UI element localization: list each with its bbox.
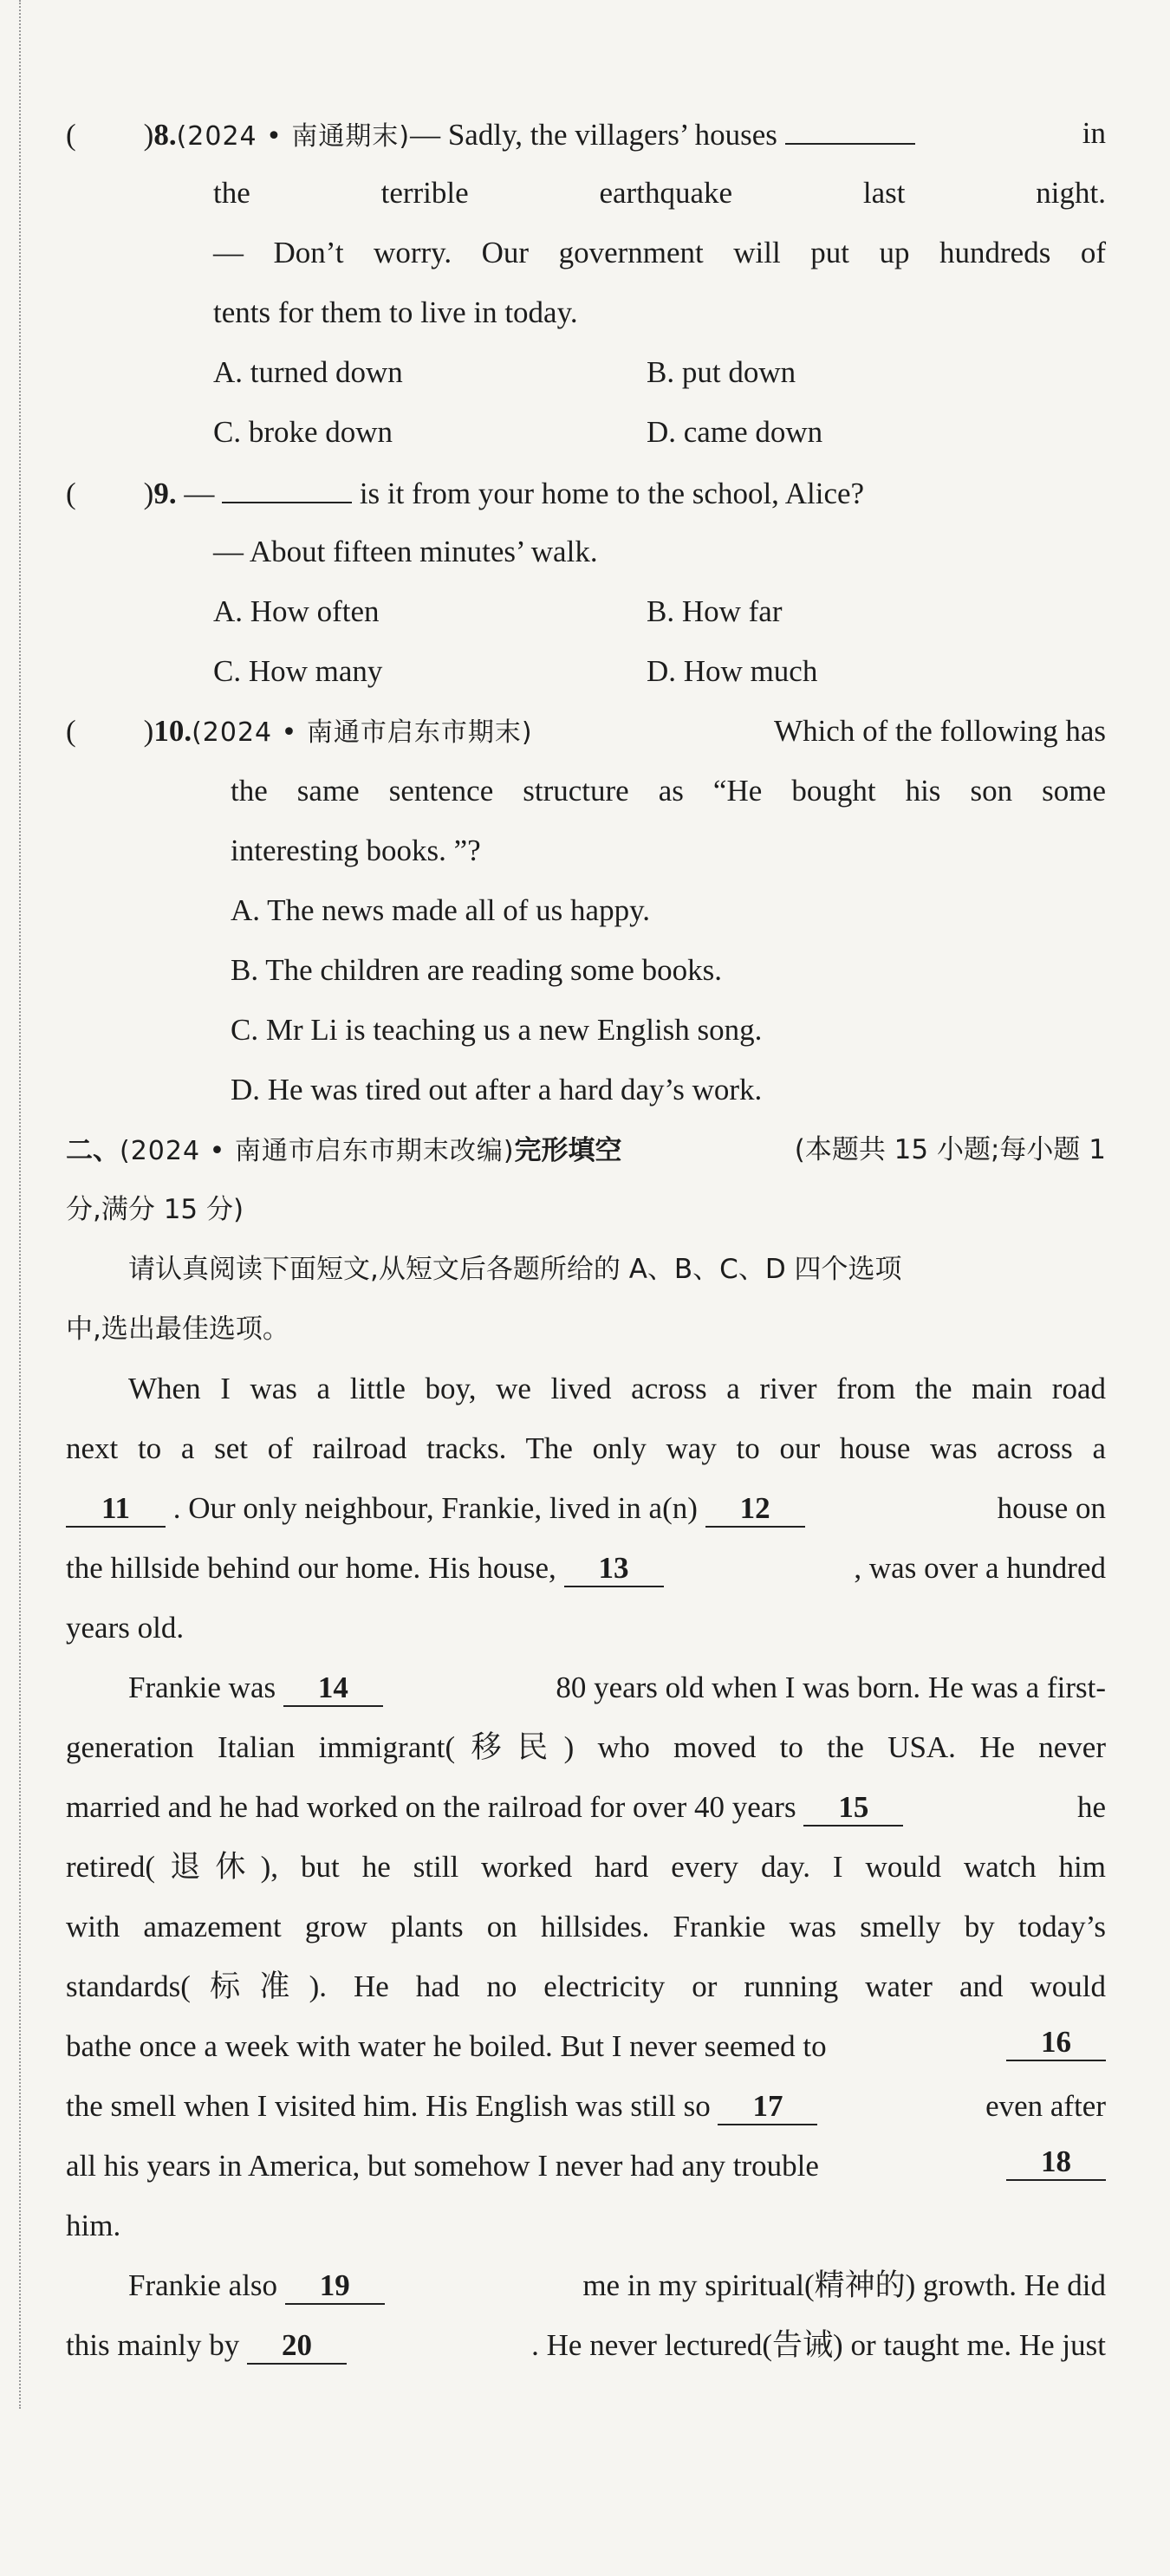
passage-p2-line-9: all his years in America, but somehow I never had any trouble 18 <box>66 2145 1106 2188</box>
passage-p1-line-2: next to a set of railroad tracks. The only way to our house was across a <box>66 1431 1106 1465</box>
blank-18[interactable]: 18 <box>1006 2145 1106 2181</box>
passage-p1-line-5: years old. <box>66 1611 185 1645</box>
q10-line-1: ( )10.(2024 • 南通市启东市期末) Which of the following has <box>66 710 1106 753</box>
q8-line-2: the terrible earthquake last night. <box>213 176 1106 210</box>
q8-text-a: — Sadly, the villagers’ houses <box>410 118 777 152</box>
passage-p1-line-4: the hillside behind our home. His house, 13 , was over a hundred <box>66 1547 1106 1590</box>
blank-14[interactable]: 14 <box>283 1671 383 1707</box>
passage-p2-line-6: standards(标准). He had no electricity or running water and would <box>66 1969 1106 2003</box>
section2-instruction-1: 请认真阅读下面短文,从短文后各题所给的 A、B、C、D 四个选项 <box>128 1254 902 1285</box>
passage-p2-line-10: him. <box>66 2209 121 2242</box>
blank-19[interactable]: 19 <box>285 2268 385 2305</box>
passage-p2-line-5: with amazement grow plants on hillsides. Frankie was smelly by today’s <box>66 1910 1106 1943</box>
q10-option-a[interactable]: A. The news made all of us happy. <box>231 893 651 927</box>
section2-source: (2024 • 南通市启东市期末改编) <box>120 1136 515 1166</box>
passage-p3-line-1: Frankie also 19 me in my spiritual(精神的) growth. He did <box>128 2264 1106 2307</box>
section2-title: 完形填空 <box>514 1135 622 1166</box>
blank-12[interactable]: 12 <box>705 1491 805 1528</box>
blank-16[interactable]: 16 <box>1006 2025 1106 2061</box>
section2-desc-1: (本题共 15 小题;每小题 1 <box>794 1134 1106 1165</box>
q9-option-a[interactable]: A. How often <box>213 594 380 628</box>
passage-p1-line-1: When I was a little boy, we lived across a river from the main road <box>128 1372 1106 1405</box>
passage-p2-line-8: the smell when I visited him. His English was still so 17 even after <box>66 2085 1106 2128</box>
passage-p2-line-3: married and he had worked on the railroad for over 40 years 15 he <box>66 1786 1106 1829</box>
q10-number: 10. <box>153 714 192 748</box>
blank-11[interactable]: 11 <box>66 1491 166 1528</box>
q8-option-c[interactable]: C. broke down <box>213 415 393 449</box>
q10-option-b[interactable]: B. The children are reading some books. <box>231 953 722 987</box>
q9-line-1: ( )9. — is it from your home to the school, Alice? <box>66 470 1106 514</box>
q8-option-a[interactable]: A. turned down <box>213 355 403 389</box>
q8-line-4: tents for them to live in today. <box>213 295 578 329</box>
q8-option-b[interactable]: B. put down <box>647 355 796 389</box>
q8-blank <box>785 112 915 145</box>
section2-desc-2: 分,满分 15 分) <box>66 1194 244 1225</box>
q8-line-3: — Don’t worry. Our government will put up hundreds of <box>213 236 1106 269</box>
q8-answer-paren-left[interactable]: ( <box>66 118 76 152</box>
q10-source: (2024 • 南通市启东市期末) <box>192 717 533 748</box>
passage-p2-line-1: Frankie was 14 80 years old when I was born. He was a first- <box>128 1666 1106 1710</box>
q10-text: Which of the following has <box>774 714 1106 748</box>
q10-line-3: interesting books. ”? <box>231 834 481 867</box>
q9-answer-paren-left[interactable]: ( <box>66 477 76 510</box>
q9-text: is it from your home to the school, Alice? <box>359 477 865 510</box>
passage-p3-line-2: this mainly by 20 . He never lectured(告诫) or taught me. He just <box>66 2324 1106 2367</box>
q8-option-d[interactable]: D. came down <box>647 415 823 449</box>
q9-number: 9. <box>153 477 177 510</box>
q10-answer-paren-left[interactable]: ( <box>66 714 76 748</box>
q8-text-b: in <box>1082 116 1106 150</box>
section2-instruction-2: 中,选出最佳选项。 <box>66 1314 289 1345</box>
q9-blank <box>222 470 352 503</box>
passage-p2-line-4: retired(退休), but he still worked hard every day. I would watch him <box>66 1850 1106 1884</box>
q9-option-c[interactable]: C. How many <box>213 654 383 688</box>
blank-15[interactable]: 15 <box>803 1790 903 1827</box>
binding-margin-line <box>19 0 21 2409</box>
passage-p2-line-7: bathe once a week with water he boiled. But I never seemed to 16 <box>66 2025 1106 2068</box>
q8-line-1: ( )8.(2024 • 南通期末)— Sadly, the villagers’ houses in <box>66 112 1106 155</box>
q10-option-c[interactable]: C. Mr Li is teaching us a new English song. <box>231 1013 763 1047</box>
q10-line-2: the same sentence structure as “He bought his son some <box>231 774 1106 808</box>
q8-source: (2024 • 南通期末) <box>176 121 411 152</box>
q9-option-b[interactable]: B. How far <box>647 594 783 628</box>
passage-p1-line-3: 11 . Our only neighbour, Frankie, lived in a(n) 12 house on <box>66 1487 1106 1530</box>
section2-heading: 二、(2024 • 南通市启东市期末改编)完形填空 (本题共 15 小题;每小题 1 <box>66 1128 1106 1171</box>
blank-17[interactable]: 17 <box>718 2089 817 2125</box>
passage-p2-line-2: generation Italian immigrant(移民) who moved to the USA. He never <box>66 1730 1106 1764</box>
q9-line-2: — About fifteen minutes’ walk. <box>213 535 598 568</box>
q8-number: 8. <box>153 118 177 152</box>
q10-option-d[interactable]: D. He was tired out after a hard day’s work. <box>231 1073 763 1106</box>
blank-13[interactable]: 13 <box>564 1551 664 1587</box>
q9-option-d[interactable]: D. How much <box>647 654 818 688</box>
blank-20[interactable]: 20 <box>247 2328 347 2365</box>
